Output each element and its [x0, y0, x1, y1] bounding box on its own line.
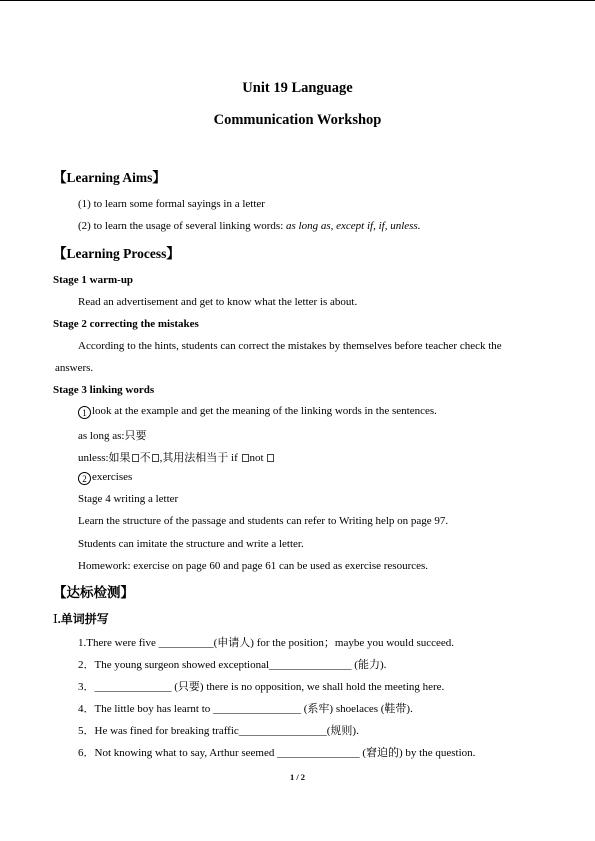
question-2: 2．The young surgeon showed exceptional_______________ (能力).: [78, 659, 387, 671]
learning-aims-heading: 【Learning Aims】: [53, 170, 166, 185]
doc-title-line1: Unit 19 Language: [242, 80, 353, 96]
stage4-text2: Students can imitate the structure and write a letter.: [78, 538, 304, 550]
aim-item-1: (1) to learn some formal sayings in a letter: [78, 198, 265, 210]
aim-item-2-linking-words: as long as, except if, if, unless.: [286, 220, 421, 232]
blank-box-icon: [132, 454, 139, 462]
question-3: 3．______________ (只要) there is no opposition, we shall hold the meeting here.: [78, 681, 445, 693]
homework-text: Homework: exercise on page 60 and page 61 can be used as exercise resources.: [78, 560, 429, 572]
question-1: 1.There were five __________(申请人) for the position；maybe you would succeed.: [78, 637, 455, 649]
stage1-text: Read an advertisement and get to know what the letter is about.: [78, 296, 358, 308]
unless-text-a: unless:如果: [78, 452, 131, 464]
page-number: 1 / 2: [289, 772, 306, 782]
unless-meaning: [78, 449, 275, 465]
stage4-title: Stage 4 writing a letter: [78, 493, 179, 505]
question-5: 5．He was fined for breaking traffic________________(规则).: [78, 725, 359, 737]
unless-text-b: 不: [139, 452, 151, 464]
unless-text-d: not: [249, 452, 267, 464]
blank-box-icon: [242, 454, 249, 462]
test-heading: 【达标检测】: [53, 585, 134, 600]
aim-item-2-text: (2) to learn the usage of several linking words:: [78, 220, 287, 232]
aim-item-2: [78, 220, 420, 232]
stage3-step1: [78, 405, 437, 419]
unless-text-c: ,其用法相当于 if: [159, 452, 241, 464]
stage3-step1-text: look at the example and get the meaning of the linking words in the sentences.: [92, 405, 437, 417]
question-4: 4．The little boy has learnt to ________________ (系牢) shoelaces (鞋带).: [78, 703, 413, 715]
stage3-step2: [78, 471, 132, 485]
stage3-step2-text: exercises: [92, 471, 133, 483]
blank-box-icon: [267, 454, 274, 462]
stage3-title: Stage 3 linking words: [53, 384, 155, 396]
section1-title: [53, 610, 109, 627]
stage4-text1: Learn the structure of the passage and students can refer to Writing help on page 97.: [78, 515, 449, 527]
as-long-as-meaning: as long as:只要: [78, 430, 147, 442]
circled-number-1: 1: [78, 406, 91, 419]
section1-label: .单词拼写: [57, 612, 109, 626]
top-border-line: [0, 0, 595, 1]
stage2-title: Stage 2 correcting the mistakes: [53, 318, 199, 330]
circled-number-2: 2: [78, 472, 91, 485]
blank-box-icon: [152, 454, 159, 462]
stage2-text: According to the hints, students can correct the mistakes by themselves before teacher check the answers.: [55, 340, 502, 374]
question-6: 6．Not knowing what to say, Arthur seemed _______________ (窘迫的) by the question.: [78, 747, 476, 759]
section1-number: Ⅰ: [53, 612, 58, 626]
learning-process-heading: 【Learning Process】: [53, 246, 180, 261]
stage1-title: Stage 1 warm-up: [53, 274, 134, 286]
doc-title-line2: Communication Workshop: [213, 112, 382, 128]
